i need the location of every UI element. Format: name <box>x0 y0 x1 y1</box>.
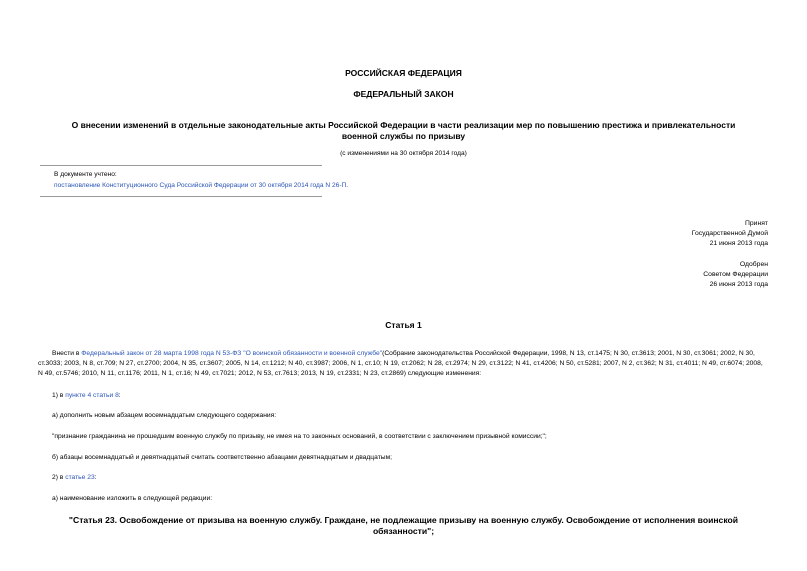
item2-suffix: : <box>94 474 97 481</box>
item2-link[interactable]: статье 23 <box>65 474 95 481</box>
law-title-line1: О внесении изменений в отдельные законодательные акты Российской Федерации в части реализации мер по повышению престижа и привлекательности <box>71 120 736 130</box>
federal-law-link[interactable]: Федеральный закон от 28 марта 1998 года N 53-ФЗ "О воинской обязанности и военной службе" <box>81 350 383 357</box>
intro-prefix: Внести в <box>52 350 82 357</box>
article-heading: Статья 1 <box>385 320 422 330</box>
item-2 <box>38 473 768 483</box>
accepted-label: Принят <box>744 220 768 227</box>
item1-link[interactable]: пункте 4 статьи 8 <box>65 392 119 399</box>
notice-bottom-divider <box>40 196 322 197</box>
item-1a: а) дополнить новым абзацем восемнадцатым следующего содержания: <box>52 412 277 419</box>
item-1 <box>38 391 768 401</box>
item-2a: а) наименование изложить в следующей редакции: <box>52 495 213 502</box>
amendments-note: (с изменениями на 30 октября 2014 года) <box>340 150 467 157</box>
item1-prefix: 1) в <box>52 392 66 399</box>
accepted-by: Государственной Думой <box>691 230 768 237</box>
item-1a-quote: "признание гражданина не прошедшим военную службу по призыву, не имея на то законных оснований, в соответствии с заключением призывной комиссии;"; <box>52 433 547 440</box>
item1-suffix: : <box>118 392 121 399</box>
country-heading: РОССИЙСКАЯ ФЕДЕРАЦИЯ <box>345 68 462 78</box>
article-intro <box>38 349 768 379</box>
quoted-title-line1: "Статья 23. Освобождение от призыва на военную службу. Граждане, не подлежащие призыву на военную службу. Освобождение от исполнения воинской <box>68 515 739 525</box>
accepted-date: 21 июня 2013 года <box>709 240 768 247</box>
doc-type-heading: ФЕДЕРАЛЬНЫЙ ЗАКОН <box>353 89 454 99</box>
approved-date: 26 июня 2013 года <box>709 281 768 288</box>
adoption-duma-block <box>692 219 768 249</box>
item2-prefix: 2) в <box>52 474 66 481</box>
approved-label: Одобрен <box>739 261 768 268</box>
notice-label: В документе учтено: <box>54 171 117 178</box>
notice-link[interactable]: постановление Конституционного Суда Российской Федерации от 30 октября 2014 года N 26-П. <box>54 182 349 189</box>
approved-by: Советом Федерации <box>703 271 768 278</box>
quoted-title-line2: обязанности"; <box>372 526 435 536</box>
adoption-council-block <box>703 260 768 290</box>
law-title <box>0 120 807 142</box>
quoted-article-title <box>40 515 767 537</box>
item-1b: б) абзацы восемнадцатый и девятнадцатый считать соответственно абзацами девятнадцатым и двадцатым; <box>52 454 393 461</box>
notice-top-divider <box>40 165 322 166</box>
intro-rest: (Собрание законодательства Российской Федерации, 1998, N 13, ст.1475; N 30, ст.3613; 2001, N 30, ст.3061; 2002, N 30, ст.3033; 2003, N 8, ст.709; N 27, ст.2700; 2004, N 35, ст.3607; 2005, N 14, ст.1212; N 40, ст.3987; 2006, N 1, ст.10; N 19, ст.2062; N 28, ст.2974; N 29, ст.3122; N 41, ст.4206; N 50, ст.5281; 2007, N 2, ст.362; N 31, ст.4011; N 49, ст.6074; 2008, N 49, ст.5746; 2010, N 11, ст.1176; 2011, N 1, ст.16; N 49, ст.7021; 2012, N 53, ст.7613; 2013, N 19, ст.2331; N 23, ст.2869) следующие изменения: <box>38 350 763 377</box>
law-title-line2: военной службы по призыву <box>341 131 466 141</box>
